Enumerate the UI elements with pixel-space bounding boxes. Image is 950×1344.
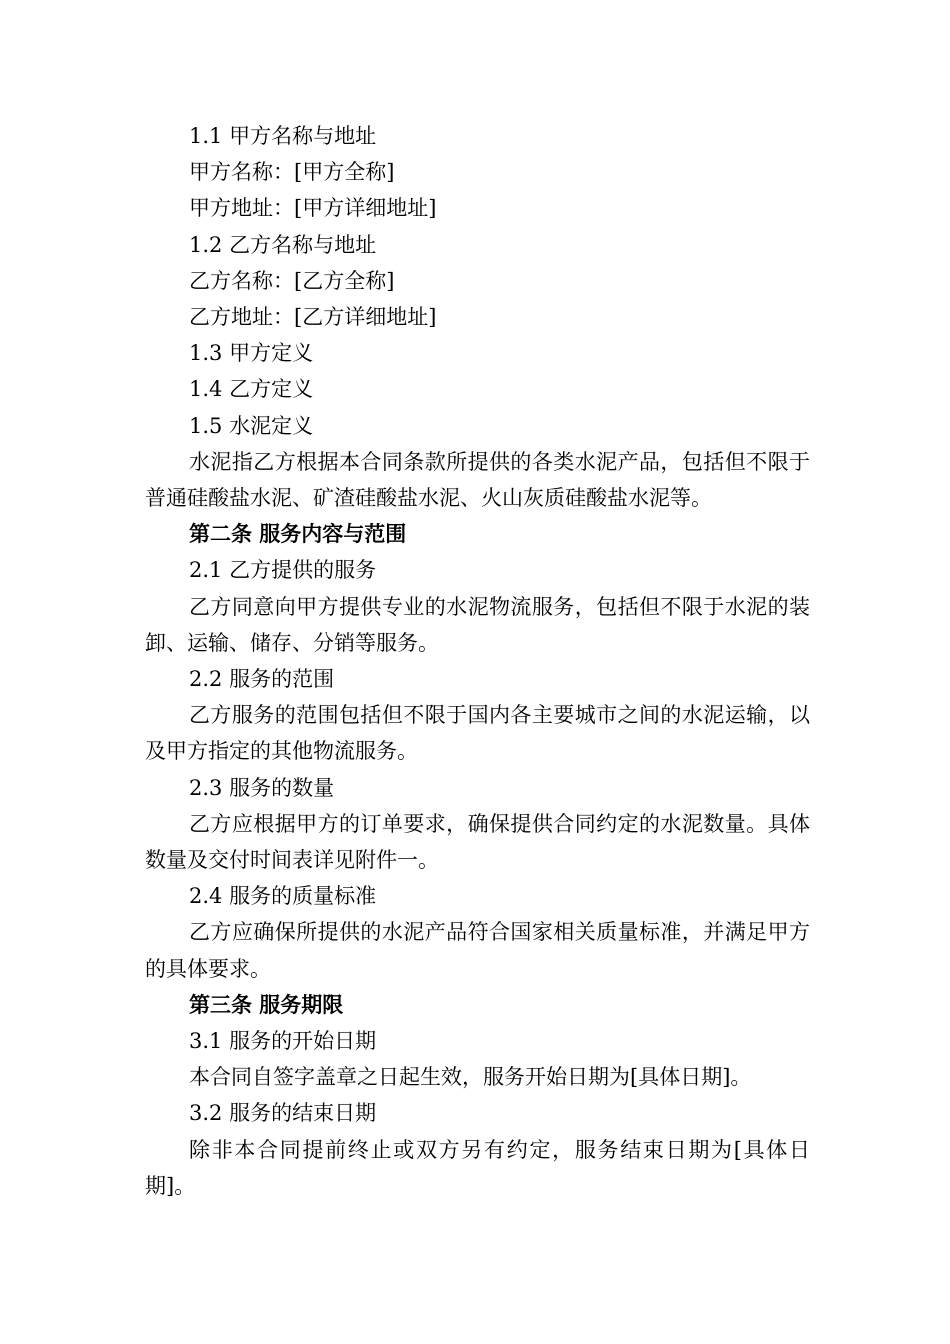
article-2-heading: 第二条 服务内容与范围 xyxy=(189,521,407,547)
service-scope-paragraph: 乙方服务的范围包括但不限于国内各主要城市之间的水泥运输，以及甲方指定的其他物流服务。 xyxy=(145,703,810,764)
service-quantity-paragraph: 乙方应根据甲方的订单要求，确保提供合同约定的水泥数量。具体数量及交付时间表详见附件一。 xyxy=(145,811,810,873)
article-3-heading: 第三条 服务期限 xyxy=(189,991,344,1017)
cement-definition-paragraph: 水泥指乙方根据本合同条款所提供的各类水泥产品，包括但不限于普通硅酸盐水泥、矿渣硅酸盐水泥、火山灰质硅酸盐水泥等。 xyxy=(145,449,810,511)
document-body xyxy=(145,118,810,1204)
quality-standard-paragraph: 乙方应确保所提供的水泥产品符合国家相关质量标准，并满足甲方的具体要求。 xyxy=(145,920,810,981)
clause-3-1-title: 3.1 服务的开始日期 xyxy=(189,1029,377,1054)
clause-2-1-title: 2.1 乙方提供的服务 xyxy=(189,558,377,583)
end-date-paragraph: 除非本合同提前终止或双方另有约定，服务结束日期为[具体日期]。 xyxy=(145,1137,810,1198)
clause-1-1-title: 1.1 甲方名称与地址 xyxy=(189,124,377,148)
clause-2-2-title: 2.2 服务的范围 xyxy=(189,667,335,692)
services-provided-paragraph: 乙方同意向甲方提供专业的水泥物流服务，包括但不限于水泥的装卸、运输、储存、分销等服务。 xyxy=(145,594,810,655)
clause-1-2-title: 1.2 乙方名称与地址 xyxy=(189,232,377,257)
clause-2-4-title: 2.4 服务的质量标准 xyxy=(189,884,377,909)
clause-3-2-title: 3.2 服务的结束日期 xyxy=(189,1101,377,1126)
clause-1-4-title: 1.4 乙方定义 xyxy=(189,377,314,402)
clause-2-3-title: 2.3 服务的数量 xyxy=(189,775,335,800)
start-date-paragraph: 本合同自签字盖章之日起生效，服务开始日期为[具体日期]。 xyxy=(189,1065,752,1090)
party-b-name: 乙方名称：[乙方全称] xyxy=(189,268,395,293)
party-a-address: 甲方地址：[甲方详细地址] xyxy=(189,196,437,221)
party-b-address: 乙方地址：[乙方详细地址] xyxy=(189,305,437,330)
clause-1-5-title: 1.5 水泥定义 xyxy=(189,413,314,438)
clause-1-3-title: 1.3 甲方定义 xyxy=(189,341,314,366)
party-a-name: 甲方名称：[甲方全称] xyxy=(189,160,395,185)
